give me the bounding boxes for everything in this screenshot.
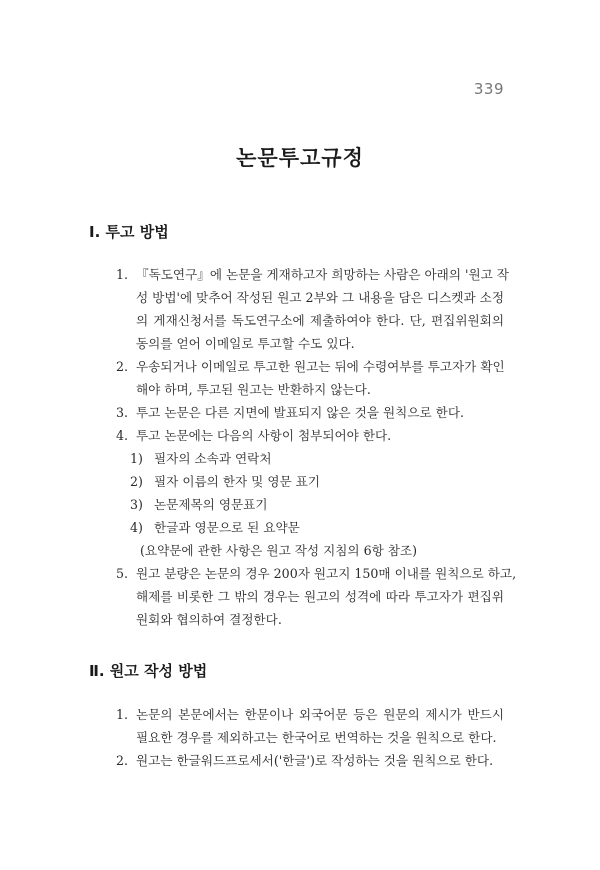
sub-item-number: 3) — [130, 497, 143, 512]
item-line: 논문의 본문에서는 한문이나 외국어문 등은 원문의 제시가 반드시 — [136, 707, 504, 722]
sub-list-item — [0, 516, 600, 539]
item-line: 동의를 얻어 이메일로 투고할 수도 있다. — [136, 336, 355, 351]
list-item — [0, 424, 504, 447]
item-line: 원고 분량은 논문의 경우 200자 원고지 150매 이내를 원칙으로 하고, — [136, 566, 517, 581]
item-number: 1. — [116, 267, 129, 282]
sub-item-number: 4) — [130, 520, 143, 535]
summary-note: (요약문에 관한 사항은 원고 작성 지침의 6항 참조) — [140, 543, 418, 558]
sub-item-number: 1) — [130, 451, 143, 466]
page-number: 339 — [473, 80, 504, 98]
sub-list-item — [0, 470, 600, 493]
item-number: 2. — [116, 753, 129, 768]
item-number: 1. — [116, 707, 129, 722]
sub-item-number: 2) — [130, 474, 143, 489]
item-line: 투고 논문은 다른 지면에 발표되지 않은 것을 원칙으로 한다. — [136, 405, 465, 420]
list-item — [0, 401, 504, 424]
writing-rules-list — [0, 703, 600, 772]
item-line: 해제를 비롯한 그 밖의 경우는 원고의 성격에 따라 투고자가 편집위 — [136, 589, 504, 604]
sub-item-text: 한글과 영문으로 된 요약문 — [154, 520, 300, 535]
section-heading-writing-method: Ⅱ. 원고 작성 방법 — [89, 662, 208, 680]
submission-rules-list — [0, 263, 600, 631]
sub-list-item — [0, 447, 600, 470]
item-line: 의 게재신청서를 독도연구소에 제출하여야 한다. 단, 편집위원회의 — [136, 313, 504, 328]
item-line: 원고는 한글워드프로세서('한글')로 작성하는 것을 원칙으로 한다. — [136, 753, 494, 768]
item-line: 우송되거나 이메일로 투고한 원고는 뒤에 수령여부를 투고자가 확인 — [136, 359, 505, 374]
item-line: 해야 하며, 투고된 원고는 반환하지 않는다. — [136, 382, 371, 397]
item-line: 원회와 협의하여 결정한다. — [136, 612, 282, 627]
list-item — [0, 263, 509, 355]
item-number: 2. — [116, 359, 129, 374]
sub-list-item — [0, 493, 600, 516]
item-line: 투고 논문에는 다음의 사항이 첨부되어야 한다. — [136, 428, 392, 443]
item-line: 성 방법'에 맞추어 작성된 원고 2부와 그 내용을 담은 디스켓과 소정 — [136, 290, 504, 305]
sub-item-text: 논문제목의 영문표기 — [154, 497, 268, 512]
section-heading-submission-method: Ⅰ. 투고 방법 — [89, 223, 169, 241]
list-item — [0, 355, 504, 401]
item-number: 4. — [116, 428, 129, 443]
item-line: 『독도연구』에 논문을 게재하고자 희망하는 사람은 아래의 '원고 작 — [136, 267, 509, 282]
list-item — [0, 749, 504, 772]
list-item — [0, 562, 517, 631]
sub-item-text: 필자의 소속과 연락처 — [154, 451, 272, 466]
item-line: 필요한 경우를 제외하고는 한국어로 번역하는 것을 원칙으로 한다. — [136, 730, 497, 745]
sub-item-text: 필자 이름의 한자 및 영문 표기 — [154, 474, 321, 489]
page-title: 논문투고규정 — [236, 146, 364, 170]
item-number: 3. — [116, 405, 129, 420]
item-number: 5. — [116, 566, 129, 581]
list-item — [0, 703, 504, 749]
